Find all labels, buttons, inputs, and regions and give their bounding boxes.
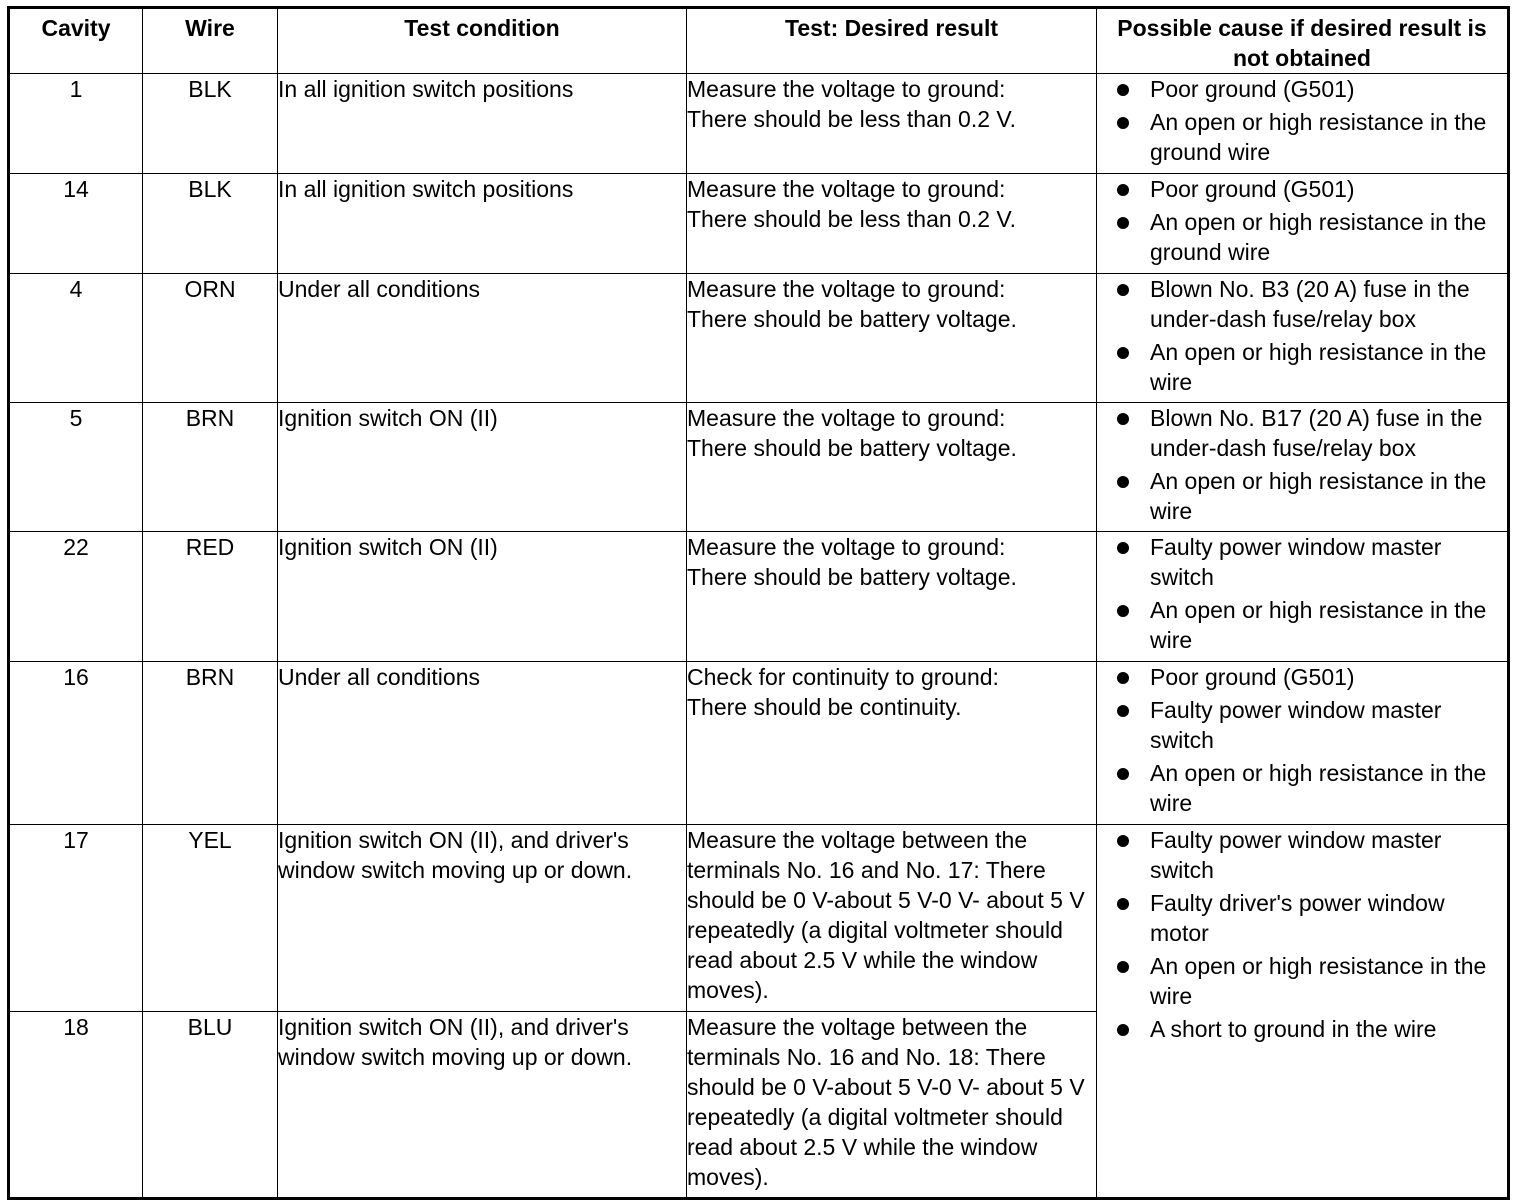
cause-text: An open or high resistance in the ground wire	[1150, 209, 1487, 265]
bullet-icon	[1117, 1024, 1129, 1036]
wire-cell: RED	[143, 532, 278, 662]
cause-text: An open or high resistance in the wire	[1150, 953, 1487, 1009]
result-cell: Measure the voltage to ground: There should be less than 0.2 V.	[687, 74, 1097, 174]
cause-item	[1097, 207, 1507, 267]
cause-item	[1097, 1014, 1507, 1044]
bullet-icon	[1117, 542, 1129, 554]
table-row	[9, 403, 1509, 532]
cause-text: An open or high resistance in the ground wire	[1150, 109, 1487, 165]
cause-list	[1097, 532, 1507, 655]
cause-text: Faulty power window master switch	[1150, 534, 1442, 590]
cavity-cell: 17	[9, 825, 143, 1012]
cavity-cell: 22	[9, 532, 143, 662]
table-row	[9, 532, 1509, 662]
result-cell: Measure the voltage to ground: There should be battery voltage.	[687, 274, 1097, 403]
result-cell: Measure the voltage to ground: There should be battery voltage.	[687, 532, 1097, 662]
bullet-icon	[1117, 413, 1129, 425]
bullet-icon	[1117, 961, 1129, 973]
wire-cell: BRN	[143, 662, 278, 825]
cause-text: A short to ground in the wire	[1150, 1016, 1437, 1042]
cause-item	[1097, 951, 1507, 1011]
cause-text: Faulty power window master switch	[1150, 697, 1442, 753]
result-cell: Measure the voltage to ground: There should be less than 0.2 V.	[687, 174, 1097, 274]
cause-list	[1097, 274, 1507, 397]
cavity-cell: 1	[9, 74, 143, 174]
bullet-icon	[1117, 184, 1129, 196]
cause-text: An open or high resistance in the wire	[1150, 339, 1487, 395]
cavity-cell: 4	[9, 274, 143, 403]
cause-item	[1097, 888, 1507, 948]
cause-item	[1097, 662, 1507, 692]
cause-item	[1097, 466, 1507, 526]
condition-cell: Ignition switch ON (II)	[278, 532, 687, 662]
header-cavity: Cavity	[9, 8, 143, 74]
wire-cell: ORN	[143, 274, 278, 403]
bullet-icon	[1117, 117, 1129, 129]
wire-cell: BRN	[143, 403, 278, 532]
cause-item	[1097, 403, 1507, 463]
wire-cell: BLK	[143, 74, 278, 174]
cause-cell	[1097, 403, 1509, 532]
wire-cell: BLK	[143, 174, 278, 274]
cause-item	[1097, 337, 1507, 397]
cavity-cell: 14	[9, 174, 143, 274]
cause-text: An open or high resistance in the wire	[1150, 597, 1487, 653]
cause-text: An open or high resistance in the wire	[1150, 468, 1487, 524]
header-desired-result: Test: Desired result	[687, 8, 1097, 74]
bullet-icon	[1117, 347, 1129, 359]
bullet-icon	[1117, 672, 1129, 684]
cause-text: Poor ground (G501)	[1150, 76, 1355, 102]
bullet-icon	[1117, 768, 1129, 780]
condition-cell: In all ignition switch positions	[278, 74, 687, 174]
cavity-cell: 5	[9, 403, 143, 532]
cavity-cell: 18	[9, 1012, 143, 1199]
result-cell: Check for continuity to ground: There should be continuity.	[687, 662, 1097, 825]
condition-cell: Under all conditions	[278, 274, 687, 403]
cause-text: Faulty driver's power window motor	[1150, 890, 1445, 946]
cause-item	[1097, 695, 1507, 755]
cause-item	[1097, 595, 1507, 655]
header-wire: Wire	[143, 8, 278, 74]
header-possible-cause: Possible cause if desired result is not obtained	[1097, 8, 1509, 74]
cause-cell	[1097, 825, 1509, 1199]
bullet-icon	[1117, 284, 1129, 296]
bullet-icon	[1117, 217, 1129, 229]
table-row	[9, 662, 1509, 825]
cause-cell	[1097, 274, 1509, 403]
table-row	[9, 174, 1509, 274]
cause-item	[1097, 74, 1507, 104]
table-row	[9, 825, 1509, 1012]
cause-item	[1097, 107, 1507, 167]
table-row	[9, 74, 1509, 174]
cause-item	[1097, 825, 1507, 885]
result-cell: Measure the voltage to ground: There should be battery voltage.	[687, 403, 1097, 532]
cause-list	[1097, 403, 1507, 526]
bullet-icon	[1117, 835, 1129, 847]
bullet-icon	[1117, 84, 1129, 96]
cause-text: Blown No. B3 (20 A) fuse in the under-dash fuse/relay box	[1150, 276, 1470, 332]
cause-cell	[1097, 74, 1509, 174]
cause-item	[1097, 174, 1507, 204]
cause-text: Blown No. B17 (20 A) fuse in the under-dash fuse/relay box	[1150, 405, 1483, 461]
condition-cell: Ignition switch ON (II), and driver's window switch moving up or down.	[278, 825, 687, 1012]
cause-text: Poor ground (G501)	[1150, 176, 1355, 202]
header-test-condition: Test condition	[278, 8, 687, 74]
cause-cell	[1097, 662, 1509, 825]
cause-cell	[1097, 174, 1509, 274]
cavity-cell: 16	[9, 662, 143, 825]
condition-cell: In all ignition switch positions	[278, 174, 687, 274]
cause-item	[1097, 758, 1507, 818]
bullet-icon	[1117, 605, 1129, 617]
table-row	[9, 274, 1509, 403]
cause-cell	[1097, 532, 1509, 662]
condition-cell: Ignition switch ON (II), and driver's window switch moving up or down.	[278, 1012, 687, 1199]
wire-cell: YEL	[143, 825, 278, 1012]
bullet-icon	[1117, 476, 1129, 488]
cause-item	[1097, 274, 1507, 334]
bullet-icon	[1117, 705, 1129, 717]
condition-cell: Ignition switch ON (II)	[278, 403, 687, 532]
bullet-icon	[1117, 898, 1129, 910]
header-row	[9, 8, 1509, 74]
cause-list	[1097, 662, 1507, 818]
cause-item	[1097, 532, 1507, 592]
wire-cell: BLU	[143, 1012, 278, 1199]
diagnostic-table	[7, 6, 1510, 1200]
cause-list	[1097, 74, 1507, 167]
cause-text: Faulty power window master switch	[1150, 827, 1442, 883]
cause-list	[1097, 825, 1507, 1044]
result-cell: Measure the voltage between the terminals No. 16 and No. 18: There should be 0 V-about 5 V-0 V- about 5 V repeatedly (a digital voltmeter should read about 2.5 V while the window moves).	[687, 1012, 1097, 1199]
cause-list	[1097, 174, 1507, 267]
cause-text: Poor ground (G501)	[1150, 664, 1355, 690]
condition-cell: Under all conditions	[278, 662, 687, 825]
result-cell: Measure the voltage between the terminals No. 16 and No. 17: There should be 0 V-about 5 V-0 V- about 5 V repeatedly (a digital voltmeter should read about 2.5 V while the window moves).	[687, 825, 1097, 1012]
cause-text: An open or high resistance in the wire	[1150, 760, 1487, 816]
